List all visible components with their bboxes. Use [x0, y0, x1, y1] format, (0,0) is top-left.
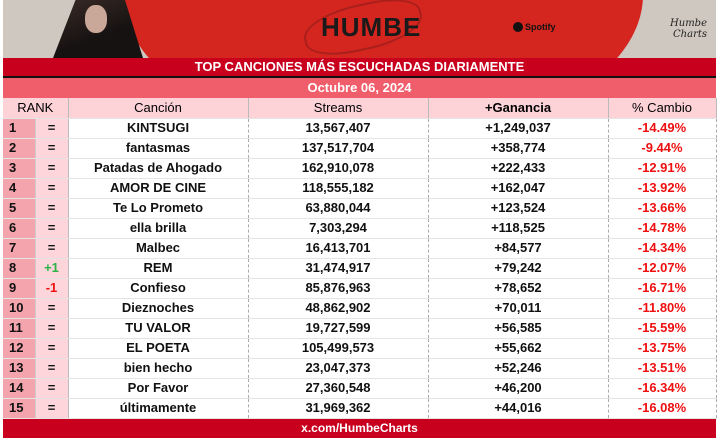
movement-cell: = [35, 198, 68, 218]
percent-change-cell: -14.78% [608, 218, 716, 238]
header-streams: Streams [248, 98, 428, 118]
header-banner [3, 0, 716, 58]
streams-cell: 63,880,044 [248, 198, 428, 218]
table-row [3, 238, 716, 258]
percent-change-cell: -13.66% [608, 198, 716, 218]
table-row [3, 318, 716, 338]
movement-cell: = [35, 118, 68, 138]
percent-change-cell: -13.75% [608, 338, 716, 358]
table-row [3, 198, 716, 218]
streams-cell: 162,910,078 [248, 158, 428, 178]
song-cell: EL POETA [68, 338, 248, 358]
gain-cell: +162,047 [428, 178, 608, 198]
humbe-logo: HUMBE [321, 12, 422, 42]
streams-cell: 23,047,373 [248, 358, 428, 378]
movement-cell: = [35, 138, 68, 158]
movement-cell: = [35, 238, 68, 258]
table-row [3, 358, 716, 378]
rank-cell: 12 [3, 338, 35, 358]
streams-cell: 137,517,704 [248, 138, 428, 158]
gain-cell: +52,246 [428, 358, 608, 378]
percent-change-cell: -9.44% [608, 138, 716, 158]
gain-cell: +79,242 [428, 258, 608, 278]
gain-cell: +78,652 [428, 278, 608, 298]
gain-cell: +1,249,037 [428, 118, 608, 138]
song-cell: Malbec [68, 238, 248, 258]
gain-cell: +70,011 [428, 298, 608, 318]
song-cell: ella brilla [68, 218, 248, 238]
song-cell: AMOR DE CINE [68, 178, 248, 198]
rank-cell: 15 [3, 398, 35, 418]
percent-change-cell: -12.07% [608, 258, 716, 278]
gain-cell: +118,525 [428, 218, 608, 238]
percent-change-cell: -14.34% [608, 238, 716, 258]
song-cell: Te Lo Prometo [68, 198, 248, 218]
rank-cell: 4 [3, 178, 35, 198]
song-cell: TU VALOR [68, 318, 248, 338]
movement-cell: = [35, 298, 68, 318]
streams-cell: 13,567,407 [248, 118, 428, 138]
streams-cell: 7,303,294 [248, 218, 428, 238]
streams-cell: 19,727,599 [248, 318, 428, 338]
header-rank: RANK [3, 98, 68, 118]
header-gain: +Ganancia [428, 98, 608, 118]
table-row [3, 338, 716, 358]
movement-cell: = [35, 158, 68, 178]
streams-cell: 105,499,573 [248, 338, 428, 358]
song-cell: Patadas de Ahogado [68, 158, 248, 178]
spotify-icon [513, 22, 523, 32]
spotify-label: Spotify [525, 22, 556, 32]
rank-cell: 11 [3, 318, 35, 338]
rank-cell: 7 [3, 238, 35, 258]
table-row [3, 158, 716, 178]
table-row [3, 178, 716, 198]
rank-cell: 3 [3, 158, 35, 178]
table-row [3, 378, 716, 398]
streams-cell: 48,862,902 [248, 298, 428, 318]
song-cell: últimamente [68, 398, 248, 418]
song-cell: REM [68, 258, 248, 278]
movement-cell: +1 [35, 258, 68, 278]
percent-change-cell: -11.80% [608, 298, 716, 318]
streams-cell: 31,969,362 [248, 398, 428, 418]
header-song: Canción [68, 98, 248, 118]
streams-cell: 31,474,917 [248, 258, 428, 278]
table-row [3, 138, 716, 158]
movement-cell: = [35, 378, 68, 398]
footer-link[interactable]: x.com/HumbeCharts [3, 419, 716, 438]
rank-cell: 2 [3, 138, 35, 158]
rank-cell: 6 [3, 218, 35, 238]
chart-title: TOP CANCIONES MÁS ESCUCHADAS DIARIAMENTE [3, 58, 716, 78]
song-cell: Dieznoches [68, 298, 248, 318]
percent-change-cell: -16.08% [608, 398, 716, 418]
gain-cell: +123,524 [428, 198, 608, 218]
table-row [3, 398, 716, 418]
percent-change-cell: -16.71% [608, 278, 716, 298]
movement-cell: -1 [35, 278, 68, 298]
table-row [3, 258, 716, 278]
streams-cell: 118,555,182 [248, 178, 428, 198]
percent-change-cell: -13.51% [608, 358, 716, 378]
song-cell: Por Favor [68, 378, 248, 398]
humbe-charts-logo: Humbe Charts [670, 18, 707, 40]
table-header [3, 98, 716, 118]
table-row [3, 278, 716, 298]
chart-table [3, 98, 717, 419]
gain-cell: +358,774 [428, 138, 608, 158]
movement-cell: = [35, 218, 68, 238]
rank-cell: 13 [3, 358, 35, 378]
gain-cell: +84,577 [428, 238, 608, 258]
song-cell: bien hecho [68, 358, 248, 378]
spotify-logo [513, 22, 556, 32]
header-change: % Cambio [608, 98, 716, 118]
table-row [3, 218, 716, 238]
rank-cell: 1 [3, 118, 35, 138]
movement-cell: = [35, 398, 68, 418]
gain-cell: +56,585 [428, 318, 608, 338]
gain-cell: +222,433 [428, 158, 608, 178]
gain-cell: +44,016 [428, 398, 608, 418]
movement-cell: = [35, 178, 68, 198]
movement-cell: = [35, 338, 68, 358]
gain-cell: +46,200 [428, 378, 608, 398]
streams-cell: 27,360,548 [248, 378, 428, 398]
percent-change-cell: -15.59% [608, 318, 716, 338]
percent-change-cell: -16.34% [608, 378, 716, 398]
song-cell: KINTSUGI [68, 118, 248, 138]
rank-cell: 14 [3, 378, 35, 398]
rank-cell: 5 [3, 198, 35, 218]
movement-cell: = [35, 318, 68, 338]
song-cell: fantasmas [68, 138, 248, 158]
percent-change-cell: -14.49% [608, 118, 716, 138]
streams-cell: 85,876,963 [248, 278, 428, 298]
streams-cell: 16,413,701 [248, 238, 428, 258]
chart-date: Octubre 06, 2024 [3, 78, 716, 98]
rank-cell: 9 [3, 278, 35, 298]
gain-cell: +55,662 [428, 338, 608, 358]
percent-change-cell: -12.91% [608, 158, 716, 178]
song-cell: Confieso [68, 278, 248, 298]
table-row [3, 298, 716, 318]
artist-face [85, 5, 107, 33]
rank-cell: 10 [3, 298, 35, 318]
percent-change-cell: -13.92% [608, 178, 716, 198]
table-row [3, 118, 716, 138]
rank-cell: 8 [3, 258, 35, 278]
movement-cell: = [35, 358, 68, 378]
